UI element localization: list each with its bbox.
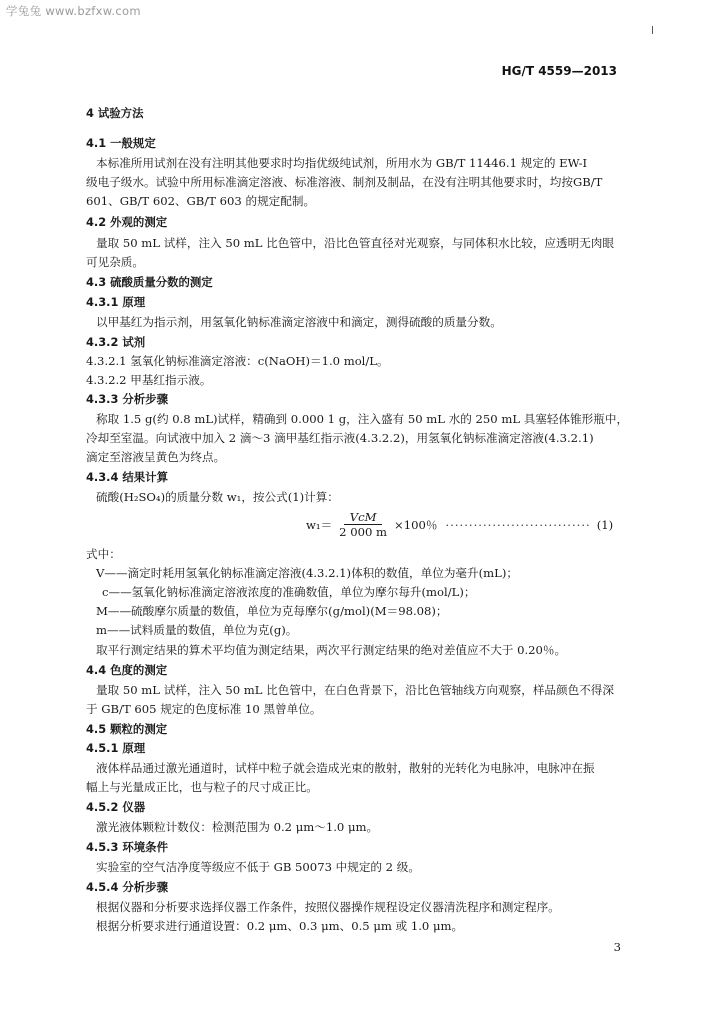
standard-code: HG/T 4559—2013 — [501, 64, 617, 78]
paragraph-line: 液体样品通过激光通道时，试样中粒子就会造成光束的散射，散射的光转化为电脉冲，电脉冲在振 — [96, 761, 595, 775]
section-heading-4: 4 试验方法 — [86, 106, 144, 120]
paragraph-line: 级电子级水。试验中所用标准滴定溶液、标准溶液、制剂及制品，在没有注明其他要求时，均按GB/T — [86, 175, 603, 189]
section-heading-4-3: 4.3 硫酸质量分数的测定 — [86, 275, 213, 289]
section-heading-4-5: 4.5 颗粒的测定 — [86, 722, 168, 736]
clause-4-3-2-2: 4.3.2.2 甲基红指示液。 — [86, 373, 212, 387]
paragraph-line: 量取 50 mL 试样，注入 50 mL 比色管中，沿比色管直径对光观察，与同体积水比较，应透明无肉眼 — [96, 236, 614, 250]
section-heading-4-4: 4.4 色度的测定 — [86, 663, 168, 677]
section-heading-4-5-4: 4.5.4 分析步骤 — [86, 880, 168, 894]
section-heading-4-3-2: 4.3.2 试剂 — [86, 335, 146, 349]
formula-numerator: VcM — [344, 510, 383, 525]
formula-denominator: 2 000 m — [339, 525, 388, 539]
paragraph-line: 激光液体颗粒计数仪：检测范围为 0.2 μm～1.0 μm。 — [96, 820, 379, 834]
crop-mark — [652, 26, 653, 34]
paragraph-line: 以甲基红为指示剂，用氢氧化钠标准滴定溶液中和滴定，测得硫酸的质量分数。 — [96, 315, 502, 329]
formula-leader-dots: ······························· — [445, 517, 591, 532]
section-heading-4-1: 4.1 一般规定 — [86, 136, 156, 150]
section-heading-4-3-4: 4.3.4 结果计算 — [86, 470, 168, 484]
watermark: 学兔兔 www.bzfxw.com — [6, 4, 141, 18]
clause-4-3-2-1: 4.3.2.1 氢氧化钠标准滴定溶液：c(NaOH)＝1.0 mol/L。 — [86, 354, 389, 368]
section-heading-4-5-3: 4.5.3 环境条件 — [86, 840, 168, 854]
section-heading-4-5-2: 4.5.2 仪器 — [86, 800, 146, 814]
paragraph-line: 实验室的空气洁净度等级应不低于 GB 50073 中规定的 2 级。 — [96, 860, 420, 874]
paragraph-line: 量取 50 mL 试样，注入 50 mL 比色管中，在白色背景下，沿比色管轴线方向观察，样品颜色不得深 — [96, 683, 614, 697]
paragraph-line: 本标准所用试剂在没有注明其他要求时均指优级纯试剂，所用水为 GB/T 11446.1 规定的 EW-Ⅰ — [96, 156, 588, 170]
section-heading-4-2: 4.2 外观的测定 — [86, 215, 168, 229]
section-heading-4-3-3: 4.3.3 分析步骤 — [86, 392, 168, 406]
paragraph-line: 取平行测定结果的算术平均值为测定结果，两次平行测定结果的绝对差值应不大于 0.20％。 — [96, 643, 567, 657]
formula-fraction — [335, 510, 391, 539]
paragraph-line: 可见杂质。 — [86, 255, 144, 269]
definition-mass: m——试料质量的数值，单位为克(g)。 — [96, 623, 298, 637]
definition-v: V——滴定时耗用氢氧化钠标准滴定溶液(4.3.2.1)体积的数值，单位为毫升(mL)； — [96, 566, 518, 580]
equation-number: (1) — [596, 517, 614, 532]
paragraph-line: 硫酸(H₂SO₄)的质量分数 w₁，按公式(1)计算： — [96, 490, 339, 504]
definition-molar-mass: M——硫酸摩尔质量的数值，单位为克每摩尔(g/mol)(M＝98.08)； — [96, 604, 448, 618]
formula-1 — [306, 510, 613, 539]
section-heading-4-5-1: 4.5.1 原理 — [86, 741, 146, 755]
definition-c: c——氢氧化钠标准滴定溶液浓度的准确数值，单位为摩尔每升(mol/L)； — [102, 585, 476, 599]
paragraph-line: 冷却至室温。向试液中加入 2 滴～3 滴甲基红指示液(4.3.2.2)，用氢氧化钠标准滴定溶液(4.3.2.1) — [86, 431, 594, 445]
section-heading-4-3-1: 4.3.1 原理 — [86, 295, 146, 309]
paragraph-line: 滴定至溶液呈黄色为终点。 — [86, 450, 226, 464]
paragraph-line: 幅上与光量成正比，也与粒子的尺寸成正比。 — [86, 780, 318, 794]
where-label: 式中： — [86, 547, 121, 561]
formula-tail: ×100％ — [394, 517, 438, 532]
paragraph-line: 601、GB/T 602、GB/T 603 的规定配制。 — [86, 194, 316, 208]
page-number: 3 — [613, 940, 621, 954]
paragraph-line: 于 GB/T 605 规定的色度标准 10 黑曾单位。 — [86, 702, 322, 716]
formula-lhs: w₁＝ — [306, 517, 333, 532]
paragraph-line: 根据分析要求进行通道设置：0.2 μm、0.3 μm、0.5 μm 或 1.0 μm。 — [96, 919, 464, 933]
paragraph-line: 根据仪器和分析要求选择仪器工作条件，按照仪器操作规程设定仪器清洗程序和测定程序。 — [96, 900, 560, 914]
paragraph-line: 称取 1.5 g(约 0.8 mL)试样，精确到 0.000 1 g，注入盛有 50 mL 水的 250 mL 具塞轻体锥形瓶中， — [96, 412, 629, 426]
